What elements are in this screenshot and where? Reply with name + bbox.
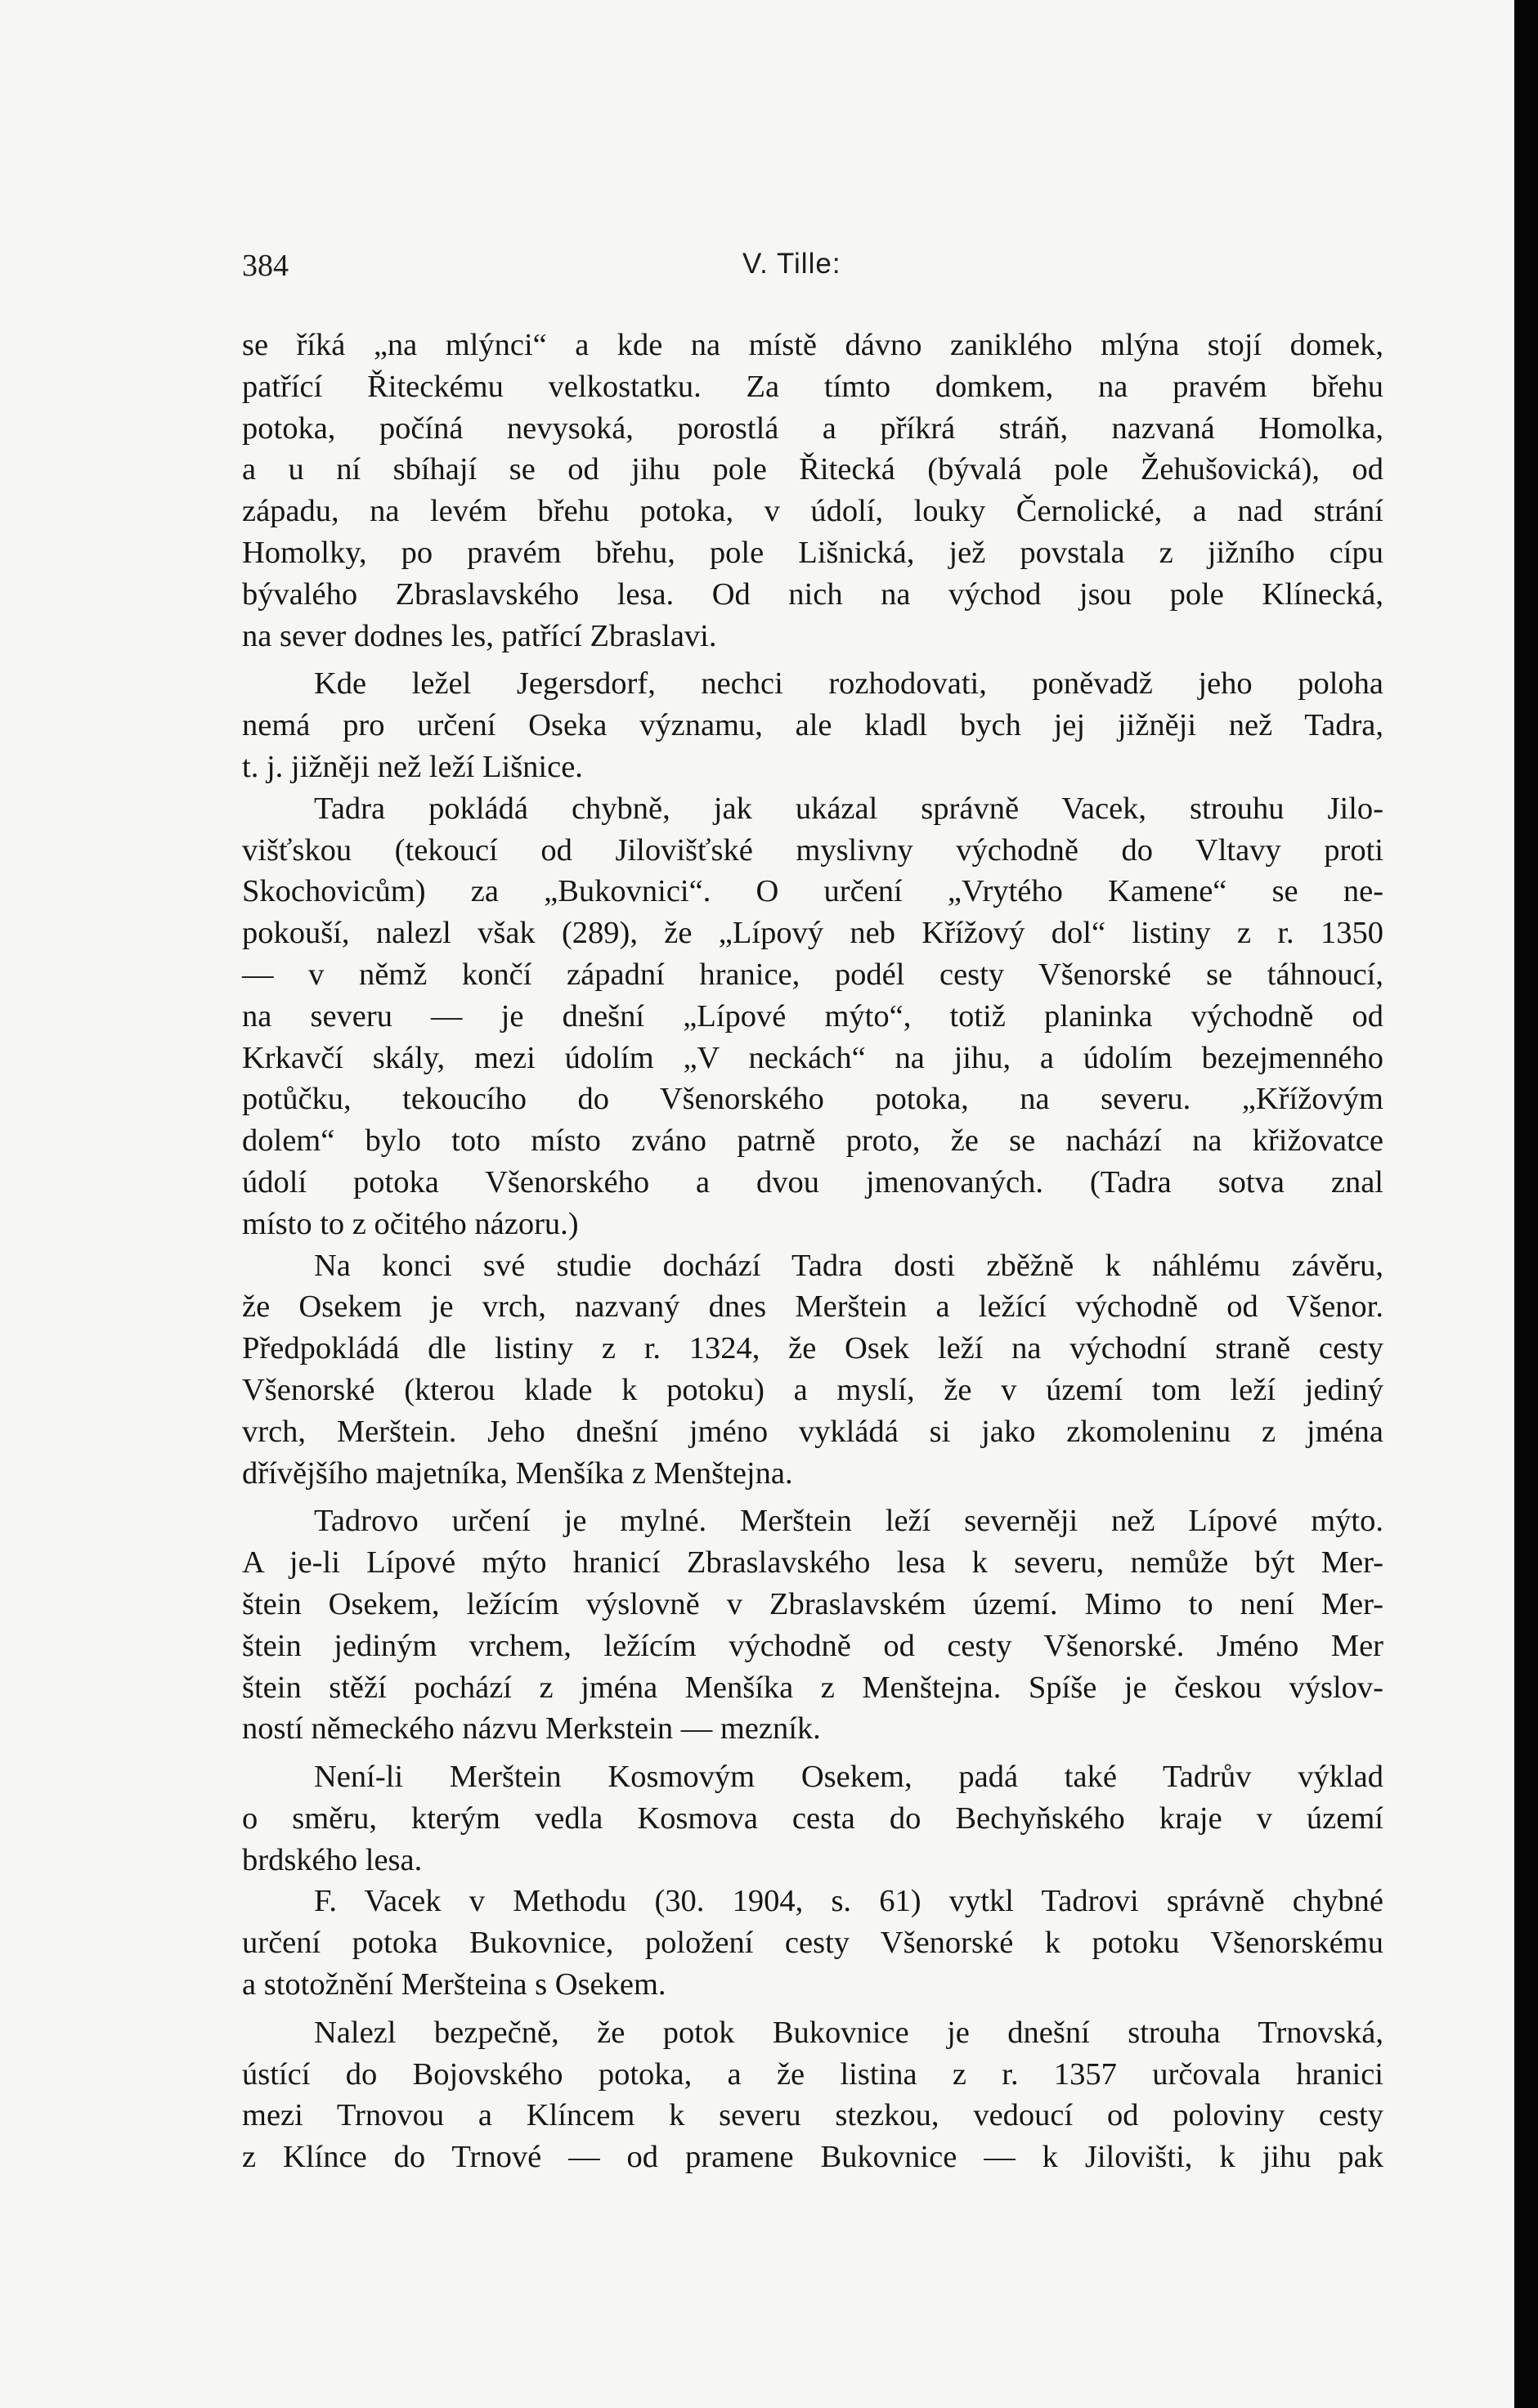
paragraph: [242, 1245, 1383, 1495]
text-line: nemá pro určení Oseka významu, ale kladl bych jej jižněji než Tadra,: [242, 708, 1383, 743]
text-line: Tadrovo určení je mylné. Merštein leží severněji než Lípové mýto.: [314, 1504, 1383, 1539]
text-line: určení potoka Bukovnice, položení cesty Všenorské k potoku Všenorskému: [242, 1926, 1383, 1961]
text-line: a stotožnění Meršteina s Osekem.: [242, 1967, 666, 2002]
text-line: ností německého názvu Merkstein — mezník.: [242, 1711, 821, 1747]
text-line: Skochovicům) za „Bukovnici“. O určení „Vrytého Kamene“ se ne-: [242, 874, 1383, 909]
text-line: štein jediným vrchem, ležícím východně od cesty Všenorské. Jméno Mer: [242, 1628, 1383, 1663]
paragraph: [242, 1500, 1383, 1750]
text-line: bývalého Zbraslavského lesa. Od nich na východ jsou pole Klínecká,: [242, 576, 1383, 612]
text-line: ústící do Bojovského potoka, a že listina z r. 1357 určovala hranici: [242, 2056, 1383, 2092]
paragraph: [242, 2012, 1383, 2178]
paragraph: [242, 663, 1383, 787]
text-line: údolí potoka Všenorského a dvou jmenovaných. (Tadra sotva znal: [242, 1164, 1383, 1200]
text-line: dolem“ bylo toto místo zváno patrně proto, že se nachází na křižovatce: [242, 1123, 1383, 1159]
running-head: V. Tille:: [742, 248, 841, 280]
text-line: na sever dodnes les, patřící Zbraslavi.: [242, 618, 717, 653]
text-line: štein stěží pochází z jména Menšíka z Menštejna. Spíše je českou výslov-: [242, 1670, 1383, 1705]
text-line: a u ní sbíhají se od jihu pole Řitecká (bývalá pole Žehušovická), od: [242, 452, 1383, 487]
body-text: [242, 325, 1383, 2178]
page-number: 384: [242, 249, 289, 283]
text-line: se říká „na mlýnci“ a kde na místě dávno zaniklého mlýna stojí domek,: [242, 328, 1383, 362]
text-line: na severu — je dnešní „Lípové mýto“, totiž planinka východně od: [242, 998, 1383, 1034]
text-line: že Osekem je vrch, nazvaný dnes Merštein a ležící východně od Všenor.: [242, 1289, 1383, 1325]
text-line: t. j. jižněji než leží Lišnice.: [242, 749, 583, 784]
text-line: Homolky, po pravém břehu, pole Lišnická, jež povstala z jižního cípu: [242, 535, 1383, 570]
text-line: pokouší, nalezl však (289), že „Lípový neb Křížový dol“ listiny z r. 1350: [242, 916, 1383, 951]
text-line: patřící Řiteckému velkostatku. Za tímto domkem, na pravém břehu: [242, 369, 1383, 404]
text-line: višťskou (tekoucí od Jilovišťské myslivny východně do Vltavy proti: [242, 832, 1383, 868]
text-line: vrch, Merštein. Jeho dnešní jméno vykládá si jako zkomoleninu z jména: [242, 1414, 1383, 1449]
text-line: štein Osekem, ležícím výslovně v Zbraslavském území. Mimo to není Mer-: [242, 1586, 1383, 1621]
text-line: místo to z očitého názoru.): [242, 1206, 579, 1241]
text-line: — v němž končí západní hranice, podél cesty Všenorské se táhnoucí,: [242, 957, 1383, 992]
text-line: Není-li Merštein Kosmovým Osekem, padá také Tadrův výklad: [314, 1760, 1383, 1795]
text-line: Kde ležel Jegersdorf, nechci rozhodovati, poněvadž jeho poloha: [314, 666, 1383, 702]
text-line: Na konci své studie dochází Tadra dosti zběžně k náhlému závěru,: [314, 1248, 1383, 1283]
text-line: potoka, počíná nevysoká, porostlá a příkrá stráň, nazvaná Homolka,: [242, 410, 1383, 446]
text-line: A je-li Lípové mýto hranicí Zbraslavského lesa k severu, nemůže být Mer-: [242, 1545, 1383, 1581]
text-line: západu, na levém břehu potoka, v údolí, louky Černolické, a nad strání: [242, 494, 1383, 529]
text-line: Krkavčí skály, mezi údolím „V neckách“ na jihu, a údolím bezejmenného: [242, 1040, 1383, 1075]
paragraph: [242, 1881, 1383, 2005]
text-line: potůčku, tekoucího do Všenorského potoka, na severu. „Křížovým: [242, 1082, 1383, 1117]
text-line: Všenorské (kterou klade k potoku) a myslí, že v území tom leží jediný: [242, 1372, 1383, 1407]
text-line: dřívějšího majetníka, Menšíka z Menštejna.: [242, 1455, 793, 1491]
text-line: o směru, kterým vedla Kosmova cesta do Bechyňského kraje v území: [242, 1800, 1383, 1836]
text-line: Předpokládá dle listiny z r. 1324, že Osek leží na východní straně cesty: [242, 1331, 1383, 1366]
text-line: z Klínce do Trnové — od pramene Bukovnice — k Jilovišti, k jihu pak: [242, 2140, 1383, 2175]
paragraph: [242, 325, 1383, 657]
text-line: brdského lesa.: [242, 1842, 423, 1877]
page-header: [242, 248, 1383, 289]
text-line: mezi Trnovou a Klíncem k severu stezkou, vedoucí od poloviny cesty: [242, 2098, 1383, 2133]
text-line: Nalezl bezpečně, že potok Bukovnice je dnešní strouha Trnovská,: [314, 2015, 1383, 2050]
paragraph: [242, 788, 1383, 1245]
text-line: F. Vacek v Methodu (30. 1904, s. 61) vytkl Tadrovi správně chybné: [314, 1884, 1383, 1919]
text-line: Tadra pokládá chybně, jak ukázal správně Vacek, strouhu Jilo-: [314, 791, 1383, 826]
scan-edge: [1514, 0, 1538, 2408]
paragraph: [242, 1756, 1383, 1881]
